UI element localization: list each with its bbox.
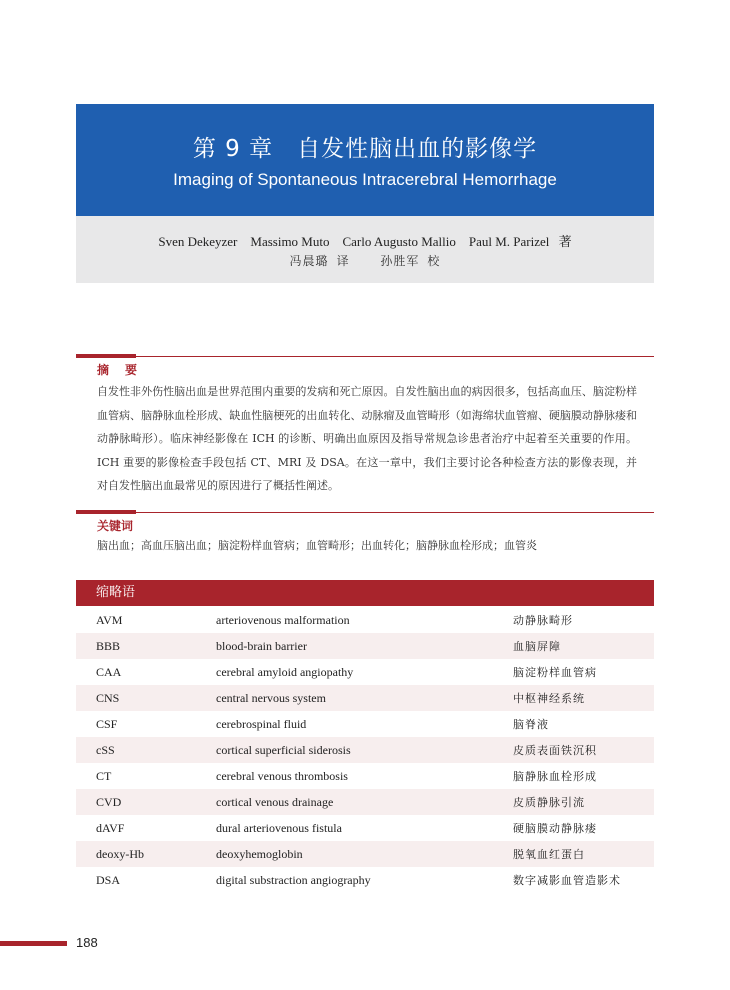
chinese-term-cell: 动静脉畸形 bbox=[513, 614, 573, 627]
chinese-term-cell: 皮质静脉引流 bbox=[513, 789, 654, 815]
table-row bbox=[76, 711, 654, 737]
abstract-heading: 摘 要 bbox=[97, 363, 140, 377]
abbr-cell: CVD bbox=[76, 789, 216, 815]
abstract-text: 自发性非外伤性脑出血是世界范围内重要的发病和死亡原因。自发性脑出血的病因很多，包括高血压、脑淀粉样血管病、脑静脉血栓形成、缺血性脑梗死的出血转化、动脉瘤及血管畸形（如海绵状血管瘤、硬脑膜动静脉瘘和动静脉畸形）。临床神经影像在 ICH 的诊断、明确出血原因及指导常规急诊患者治疗中起着至关重要的作用。ICH 重要的影像检查手段包括 CT、MRI 及 DSA。在这一章中，我们主要讨论各种检查方法的影像表现，并对自发性脑出血最常见的原因进行了概括性阐述。 bbox=[97, 385, 637, 492]
keywords-heading: 关键词 bbox=[97, 519, 134, 533]
abbr-cell: AVM bbox=[96, 612, 123, 627]
reviewer-name: 孙胜军 bbox=[380, 254, 420, 268]
chinese-term-cell: 中枢神经系统 bbox=[513, 685, 654, 711]
english-term-cell: dural arteriovenous fistula bbox=[216, 820, 342, 835]
abbr-cell: CNS bbox=[76, 685, 216, 711]
abbr-cell: DSA bbox=[96, 872, 121, 887]
table-row bbox=[76, 659, 654, 685]
translator-role: 译 bbox=[336, 254, 350, 268]
abbreviations-header bbox=[76, 580, 654, 606]
table-row bbox=[76, 815, 654, 841]
table-row bbox=[76, 867, 654, 893]
chinese-term-cell: 硬脑膜动静脉瘘 bbox=[513, 822, 597, 835]
abbreviations-table bbox=[76, 607, 654, 893]
chinese-term-cell: 皮质表面铁沉积 bbox=[513, 737, 654, 763]
table-row bbox=[76, 607, 654, 633]
translator-name: 冯晨璐 bbox=[289, 254, 329, 268]
chapter-banner bbox=[76, 104, 654, 216]
chinese-term-cell: 脑淀粉样血管病 bbox=[513, 666, 597, 679]
table-row bbox=[76, 763, 654, 789]
english-term-cell: blood-brain barrier bbox=[216, 633, 513, 659]
chinese-term-cell: 脑静脉血栓形成 bbox=[513, 770, 597, 783]
english-term-cell: cerebrospinal fluid bbox=[216, 716, 307, 731]
abbr-cell: dAVF bbox=[96, 820, 125, 835]
english-term-cell: arteriovenous malformation bbox=[216, 612, 350, 627]
author-role: 著 bbox=[558, 234, 572, 249]
abbr-cell: deoxy-Hb bbox=[76, 841, 216, 867]
abbr-cell: CSF bbox=[96, 716, 118, 731]
chinese-term-cell: 血脑屏障 bbox=[513, 633, 654, 659]
chinese-term-cell: 脱氧血红蛋白 bbox=[513, 841, 654, 867]
abbr-cell: cSS bbox=[76, 737, 216, 763]
english-term-cell: deoxyhemoglobin bbox=[216, 841, 513, 867]
english-term-cell: cortical venous drainage bbox=[216, 789, 513, 815]
english-term-cell: cortical superficial siderosis bbox=[216, 737, 513, 763]
page-number: 188 bbox=[76, 935, 98, 950]
abbr-cell: CAA bbox=[96, 664, 122, 679]
keywords-rule bbox=[76, 512, 654, 513]
table-row bbox=[76, 841, 654, 867]
abbr-cell: CT bbox=[96, 768, 112, 783]
author-line bbox=[76, 231, 654, 250]
author-names: Sven Dekeyzer Massimo Muto Carlo Augusto Mallio Paul M. Parizel bbox=[158, 234, 550, 249]
table-row bbox=[76, 789, 654, 815]
abstract-rule bbox=[76, 356, 654, 357]
table-row bbox=[76, 633, 654, 659]
english-term-cell: cerebral amyloid angiopathy bbox=[216, 664, 354, 679]
chapter-title-zh: 第 9 章 自发性脑出血的影像学 bbox=[192, 136, 538, 162]
keywords-text: 脑出血；高血压脑出血；脑淀粉样血管病；血管畸形；出血转化；脑静脉血栓形成；血管炎 bbox=[97, 539, 537, 552]
footer-bar bbox=[0, 941, 67, 946]
abbreviations-heading: 缩略语 bbox=[96, 585, 136, 600]
abbr-cell: BBB bbox=[76, 633, 216, 659]
chapter-title-en: Imaging of Spontaneous Intracerebral Hemorrhage bbox=[173, 170, 557, 189]
authors-block bbox=[76, 216, 654, 283]
reviewer-role: 校 bbox=[427, 254, 441, 268]
table-row bbox=[76, 685, 654, 711]
english-term-cell: digital substraction angiography bbox=[216, 872, 371, 887]
english-term-cell: cerebral venous thrombosis bbox=[216, 768, 348, 783]
chinese-term-cell: 脑脊液 bbox=[513, 718, 549, 731]
translator-line bbox=[76, 252, 654, 269]
table-row bbox=[76, 737, 654, 763]
chinese-term-cell: 数字减影血管造影术 bbox=[513, 874, 621, 887]
english-term-cell: central nervous system bbox=[216, 685, 513, 711]
